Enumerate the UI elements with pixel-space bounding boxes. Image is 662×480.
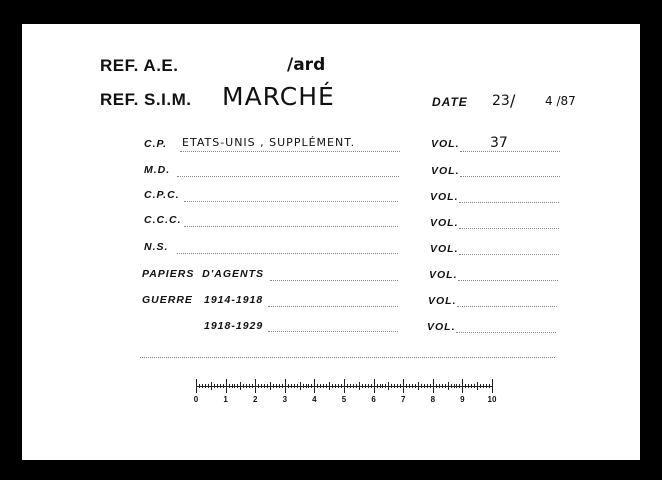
dotted-line xyxy=(184,201,398,202)
ruler-tick xyxy=(471,384,472,388)
ruler-tick xyxy=(311,384,312,388)
date-day: 23 xyxy=(492,93,510,109)
ruler-tick xyxy=(317,384,318,388)
ruler-tick xyxy=(388,382,389,390)
ruler-tick xyxy=(297,384,298,388)
ruler-tick xyxy=(442,384,443,388)
ruler-tick xyxy=(397,384,398,388)
date-rest: 4 /87 xyxy=(545,94,576,108)
ruler-tick xyxy=(261,384,262,388)
blank-dotted-line xyxy=(140,357,555,358)
ruler-tick xyxy=(380,384,381,388)
vol-dotted-line xyxy=(460,151,560,152)
ruler-tick xyxy=(323,384,324,388)
dotted-line xyxy=(177,253,398,254)
ruler-tick xyxy=(205,384,206,388)
ruler-tick xyxy=(276,384,277,388)
ruler-tick xyxy=(211,382,212,390)
ruler-tick xyxy=(264,384,265,388)
ruler-tick xyxy=(477,382,478,390)
row-label-guerre: GUERRE xyxy=(142,294,193,306)
ruler-tick xyxy=(350,384,351,388)
ruler-tick xyxy=(433,379,434,393)
ruler-tick xyxy=(314,379,315,393)
vol-label: VOL. xyxy=(431,138,460,150)
ruler-tick xyxy=(252,384,253,388)
ruler-number: 9 xyxy=(460,395,465,404)
ruler-tick xyxy=(255,379,256,393)
ruler-tick xyxy=(424,384,425,388)
ruler-number: 5 xyxy=(341,395,347,404)
ruler-tick xyxy=(341,384,342,388)
ruler-tick xyxy=(270,382,271,390)
vol-dotted-line xyxy=(457,306,557,307)
ruler-tick xyxy=(243,384,244,388)
ruler-tick xyxy=(365,384,366,388)
dotted-line xyxy=(177,176,399,177)
ruler-tick xyxy=(320,384,321,388)
ruler-tick xyxy=(377,384,378,388)
ref-sim-label: REF. S.I.M. xyxy=(100,90,192,109)
ruler-tick xyxy=(214,384,215,388)
ruler-tick xyxy=(445,384,446,388)
ruler-tick xyxy=(249,384,250,388)
ruler-tick xyxy=(344,379,345,393)
ruler-tick xyxy=(489,384,490,388)
vol-label: VOL. xyxy=(427,321,456,333)
ruler-tick xyxy=(199,384,200,388)
ruler-tick xyxy=(232,384,233,388)
ruler-tick xyxy=(486,384,487,388)
vol-label: VOL. xyxy=(430,217,459,229)
dotted-line xyxy=(268,306,398,307)
ruler-tick xyxy=(400,384,401,388)
ruler-tick xyxy=(391,384,392,388)
ruler-tick xyxy=(237,384,238,388)
vol-dotted-line xyxy=(458,280,558,281)
ruler-tick xyxy=(202,384,203,388)
ruler-tick xyxy=(196,379,197,393)
ruler-tick xyxy=(382,384,383,388)
ruler-tick xyxy=(229,384,230,388)
ruler-tick xyxy=(258,384,259,388)
vol-value: 37 xyxy=(490,135,508,151)
dotted-line xyxy=(270,280,398,281)
ruler-tick xyxy=(409,384,410,388)
ruler-tick xyxy=(294,384,295,388)
ruler-tick xyxy=(326,384,327,388)
row-label-papiers-agents: PAPIERS D'AGENTS xyxy=(142,268,264,280)
ruler-tick xyxy=(353,384,354,388)
ruler-tick xyxy=(359,382,360,390)
ruler-tick xyxy=(385,384,386,388)
ruler-tick xyxy=(347,384,348,388)
ruler-tick xyxy=(217,384,218,388)
dotted-line xyxy=(180,151,400,152)
ruler-tick xyxy=(234,384,235,388)
ruler-tick xyxy=(303,384,304,388)
row-label-cp: C.P. xyxy=(144,138,168,150)
ruler-tick xyxy=(223,384,224,388)
ruler-tick xyxy=(465,384,466,388)
vol-dotted-line xyxy=(459,228,559,229)
ruler-tick xyxy=(492,379,493,393)
ruler-tick xyxy=(291,384,292,388)
ruler-tick xyxy=(356,384,357,388)
ruler-tick xyxy=(448,382,449,390)
ruler-tick xyxy=(226,379,227,393)
ruler-number: 2 xyxy=(252,395,258,404)
row-value-guerre-1914: 1914-1918 xyxy=(204,294,264,306)
ruler-tick xyxy=(282,384,283,388)
archive-index-card xyxy=(22,24,640,460)
ruler-tick xyxy=(267,384,268,388)
ruler-tick xyxy=(300,382,301,390)
ruler-tick xyxy=(412,384,413,388)
ruler-tick xyxy=(418,382,419,390)
ruler-tick xyxy=(468,384,469,388)
vol-label: VOL. xyxy=(428,295,457,307)
ruler-tick xyxy=(436,384,437,388)
row-label-ns: N.S. xyxy=(144,241,169,253)
dotted-line xyxy=(184,226,398,227)
ruler-tick xyxy=(374,379,375,393)
ruler-tick xyxy=(246,384,247,388)
ruler-number: 1 xyxy=(223,395,228,404)
vol-dotted-line xyxy=(460,176,560,177)
ref-ae-label: REF. A.E. xyxy=(100,56,179,75)
ruler-tick xyxy=(306,384,307,388)
ruler-tick xyxy=(332,384,333,388)
date-label: DATE xyxy=(432,95,468,109)
ruler-tick xyxy=(288,384,289,388)
ruler-tick xyxy=(456,384,457,388)
ruler-tick xyxy=(483,384,484,388)
row-label-md: M.D. xyxy=(144,164,171,176)
ruler-tick xyxy=(285,379,286,393)
ruler-tick xyxy=(220,384,221,388)
ruler-tick xyxy=(480,384,481,388)
ruler-tick xyxy=(415,384,416,388)
ruler-tick xyxy=(279,384,280,388)
vol-label: VOL. xyxy=(431,165,460,177)
ruler-tick xyxy=(462,379,463,393)
ruler-tick xyxy=(338,384,339,388)
vol-label: VOL. xyxy=(430,191,459,203)
measurement-ruler xyxy=(192,374,497,410)
ruler-tick xyxy=(454,384,455,388)
row-label-ccc: C.C.C. xyxy=(144,214,182,226)
ruler-tick xyxy=(329,382,330,390)
ref-ae-value: /ard xyxy=(287,55,326,75)
ruler-tick xyxy=(394,384,395,388)
ruler-tick xyxy=(240,382,241,390)
ruler-tick xyxy=(273,384,274,388)
ruler-tick xyxy=(430,384,431,388)
ruler-tick xyxy=(459,384,460,388)
ruler-number: 0 xyxy=(193,395,199,404)
ruler-tick xyxy=(427,384,428,388)
ruler-tick xyxy=(474,384,475,388)
ruler-tick xyxy=(421,384,422,388)
row-value-guerre-1918: 1918-1929 xyxy=(204,320,264,332)
ruler-number: 7 xyxy=(400,395,406,404)
ruler-tick xyxy=(406,384,407,388)
row-label-cpc: C.P.C. xyxy=(144,189,180,201)
ruler-tick xyxy=(368,384,369,388)
ruler-tick xyxy=(403,379,404,393)
ruler-tick xyxy=(439,384,440,388)
dotted-line xyxy=(268,331,398,332)
vol-dotted-line xyxy=(456,332,556,333)
ref-sim-value: MARCHÉ xyxy=(222,82,335,111)
ruler-tick xyxy=(308,384,309,388)
vol-dotted-line xyxy=(459,202,559,203)
ruler-tick xyxy=(362,384,363,388)
ruler-tick xyxy=(371,384,372,388)
vol-label: VOL. xyxy=(429,269,458,281)
ruler-number: 3 xyxy=(282,395,288,404)
ruler-tick xyxy=(335,384,336,388)
ruler-number: 6 xyxy=(371,395,376,404)
ruler-tick xyxy=(208,384,209,388)
ruler-number: 8 xyxy=(430,395,436,404)
ruler-number: 4 xyxy=(312,395,317,404)
ruler-number: 10 xyxy=(487,395,497,404)
ruler-tick xyxy=(451,384,452,388)
date-separator: / xyxy=(510,91,516,110)
vol-dotted-line xyxy=(459,254,559,255)
vol-label: VOL. xyxy=(430,243,459,255)
row-value-cp: ETATS-UNIS , SUPPLÉMENT. xyxy=(182,136,356,149)
